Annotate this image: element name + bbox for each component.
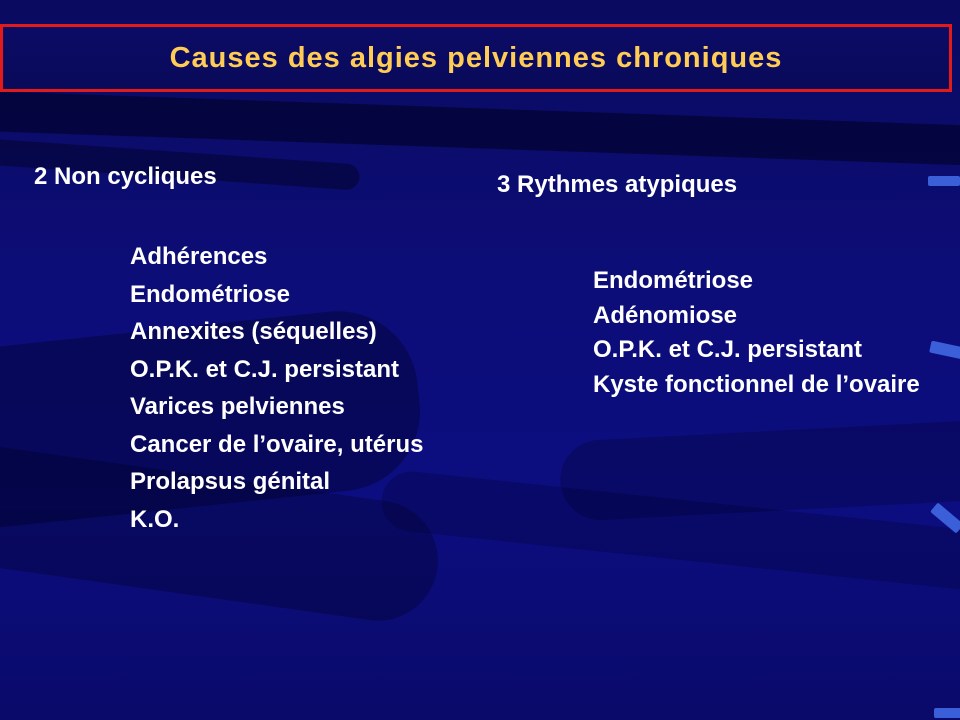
- accent-bar: [929, 341, 960, 360]
- list-item: Cancer de l’ovaire, utérus: [130, 430, 424, 458]
- list-item: Prolapsus génital: [130, 468, 331, 495]
- list-item: Varices pelviennes: [130, 393, 345, 420]
- list-item: Adénomiose: [593, 301, 738, 329]
- right-column-list: [593, 264, 920, 402]
- left-column: [34, 162, 423, 538]
- list-item: Annexites (séquelles): [130, 318, 377, 345]
- left-column-heading: 2 Non cycliques: [34, 163, 217, 190]
- slide-title: Causes des algies pelviennes chroniques: [169, 41, 783, 74]
- list-item: K.O.: [130, 505, 180, 533]
- accent-bar: [934, 708, 960, 718]
- accent-bar: [928, 176, 960, 186]
- right-column-heading: 3 Rythmes atypiques: [497, 171, 738, 198]
- right-column: [497, 170, 920, 402]
- list-item: Adhérences: [130, 243, 268, 270]
- list-item: O.P.K. et C.J. persistant: [593, 336, 862, 363]
- list-item: O.P.K. et C.J. persistant: [130, 355, 399, 383]
- background-stripe: [558, 418, 960, 522]
- list-item: Endométriose: [593, 267, 754, 294]
- list-item: Endométriose: [130, 280, 291, 308]
- list-item: Kyste fonctionnel de l’ovaire: [593, 370, 920, 398]
- left-column-list: [130, 238, 423, 538]
- title-box: [0, 24, 952, 92]
